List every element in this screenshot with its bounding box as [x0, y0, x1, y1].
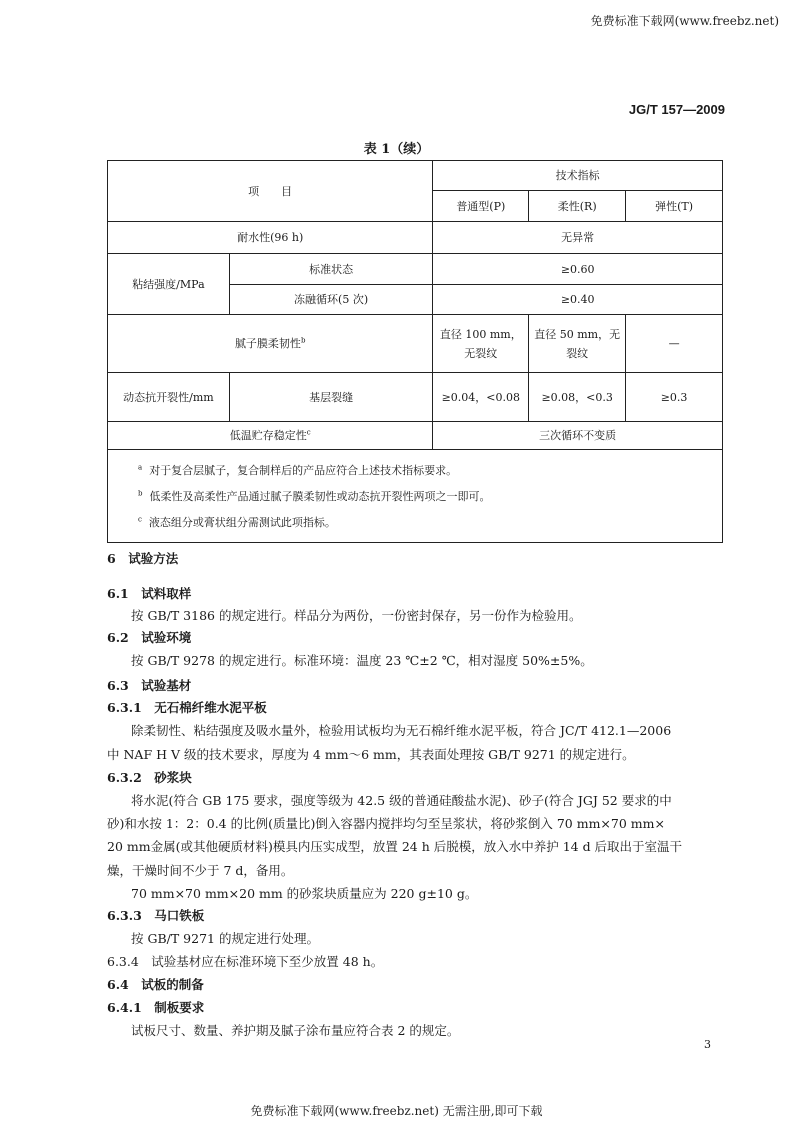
section-6-4-heading: 6.4 试板的制备 [107, 977, 204, 992]
crack-r: ≥0.08，<0.3 [529, 373, 626, 422]
header-type-t: 弹性(T) [626, 191, 723, 222]
section-6-3-1-line2: 中 NAF H V 级的技术要求，厚度为 4 mm～6 mm，其表面处理按 GB/T 9271 的规定进行。 [107, 747, 635, 762]
note-a-mark: a [138, 463, 143, 472]
storage-stability-value: 三次循环不变质 [433, 422, 723, 450]
bottom-watermark: 免费标准下载网(www.freebz.net) 无需注册,即可下载 [250, 1104, 543, 1118]
flexibility-label-text: 腻子膜柔韧性 [234, 337, 301, 350]
section-6-2-heading: 6.2 试验环境 [107, 630, 192, 645]
bond-standard-value: ≥0.60 [433, 254, 723, 285]
flexibility-note-mark: b [300, 336, 306, 345]
section-6-3-2-line3: 20 mm金属(或其他硬质材料)模具内压实成型，放置 24 h 后脱模，放入水中养护 14 d 后取出于室温干 [107, 839, 683, 854]
crack-p: ≥0.04，<0.08 [433, 373, 529, 422]
note-b [138, 484, 702, 510]
note-b-mark: b [138, 489, 143, 498]
storage-stability-label [108, 422, 433, 450]
water-resistance-label: 耐水性(96 h) [108, 222, 433, 254]
flexibility-t: — [626, 315, 723, 373]
section-6-1-heading: 6.1 试料取样 [107, 586, 192, 601]
section-6-3-2-line2: 砂)和水按 1：2：0.4 的比例(质量比)倒入容器内搅拌均匀至呈浆状，将砂浆倒入 70 mm×70 mm× [107, 816, 665, 831]
section-6-3-3-text: 按 GB/T 9271 的规定进行处理。 [131, 931, 319, 946]
section-6-3-1-line1: 除柔韧性、粘结强度及吸水量外，检验用试板均为无石棉纤维水泥平板，符合 JC/T 412.1—2006 [131, 723, 672, 738]
crack-substrate-label: 基层裂缝 [229, 373, 433, 422]
section-6-3-2-line4: 燥，干燥时间不少于 7 d，备用。 [107, 863, 294, 878]
note-c-mark: c [138, 515, 142, 524]
header-item: 项 目 [108, 161, 433, 222]
spec-table [107, 160, 723, 543]
note-a-text: 对于复合层腻子，复合制样后的产品应符合上述技术指标要求。 [149, 464, 458, 477]
note-c [138, 510, 702, 536]
section-6-4-1-text: 试板尺寸、数量、养护期及腻子涂布量应符合表 2 的规定。 [131, 1023, 460, 1038]
section-6-4-1-heading: 6.4.1 制板要求 [107, 1000, 205, 1015]
table-title: 表 1（续） [363, 142, 430, 157]
section-6-3-2-line1: 将水泥(符合 GB 175 要求，强度等级为 42.5 级的普通硅酸盐水泥)、砂子(符合 JGJ 52 要求的中 [131, 793, 672, 808]
flexibility-r: 直径 50 mm，无裂纹 [529, 315, 626, 373]
crack-t: ≥0.3 [626, 373, 723, 422]
page-number: 3 [704, 1038, 711, 1051]
section-6-3-1-heading: 6.3.1 无石棉纤维水泥平板 [107, 700, 267, 715]
flexibility-p: 直径 100 mm，无裂纹 [433, 315, 529, 373]
section-6-3-3-heading: 6.3.3 马口铁板 [107, 908, 205, 923]
section-6-3-2-line5: 70 mm×70 mm×20 mm 的砂浆块质量应为 220 g±10 g。 [131, 886, 478, 901]
storage-label-text: 低温贮存稳定性 [229, 429, 307, 442]
section-6-1-text: 按 GB/T 3186 的规定进行。样品分为两份，一份密封保存，另一份作为检验用。 [131, 608, 582, 623]
section-6-3-2-heading: 6.3.2 砂浆块 [107, 770, 192, 785]
note-b-text: 低柔性及高柔性产品通过腻子膜柔韧性或动态抗开裂性两项之一即可。 [149, 490, 491, 503]
bond-freeze-thaw-value: ≥0.40 [433, 285, 723, 315]
bond-standard-label: 标准状态 [229, 254, 433, 285]
section-6-2-text: 按 GB/T 9278 的规定进行。标准环境：温度 23 ℃±2 ℃，相对湿度 50%±5%。 [131, 653, 593, 668]
water-resistance-value: 无异常 [433, 222, 723, 254]
note-c-text: 液态组分或膏状组分需测试此项指标。 [148, 516, 336, 529]
storage-note-mark: c [306, 428, 311, 437]
header-type-r: 柔性(R) [529, 191, 626, 222]
note-a [138, 458, 702, 484]
standard-code: JG/T 157—2009 [628, 102, 725, 117]
section-6-heading: 6 试验方法 [107, 551, 179, 566]
section-6-3-4-text: 6.3.4 试验基材应在标准环境下至少放置 48 h。 [107, 954, 384, 969]
flexibility-label [108, 315, 433, 373]
bond-strength-label: 粘结强度/MPa [108, 254, 230, 315]
bond-freeze-thaw-label: 冻融循环(5 次) [229, 285, 433, 315]
section-6-3-heading: 6.3 试验基材 [107, 678, 192, 693]
table-notes [108, 450, 723, 543]
header-tech: 技术指标 [433, 161, 723, 191]
crack-resistance-label: 动态抗开裂性/mm [108, 373, 230, 422]
header-type-p: 普通型(P) [433, 191, 529, 222]
top-watermark: 免费标准下载网(www.freebz.net) [590, 14, 779, 28]
